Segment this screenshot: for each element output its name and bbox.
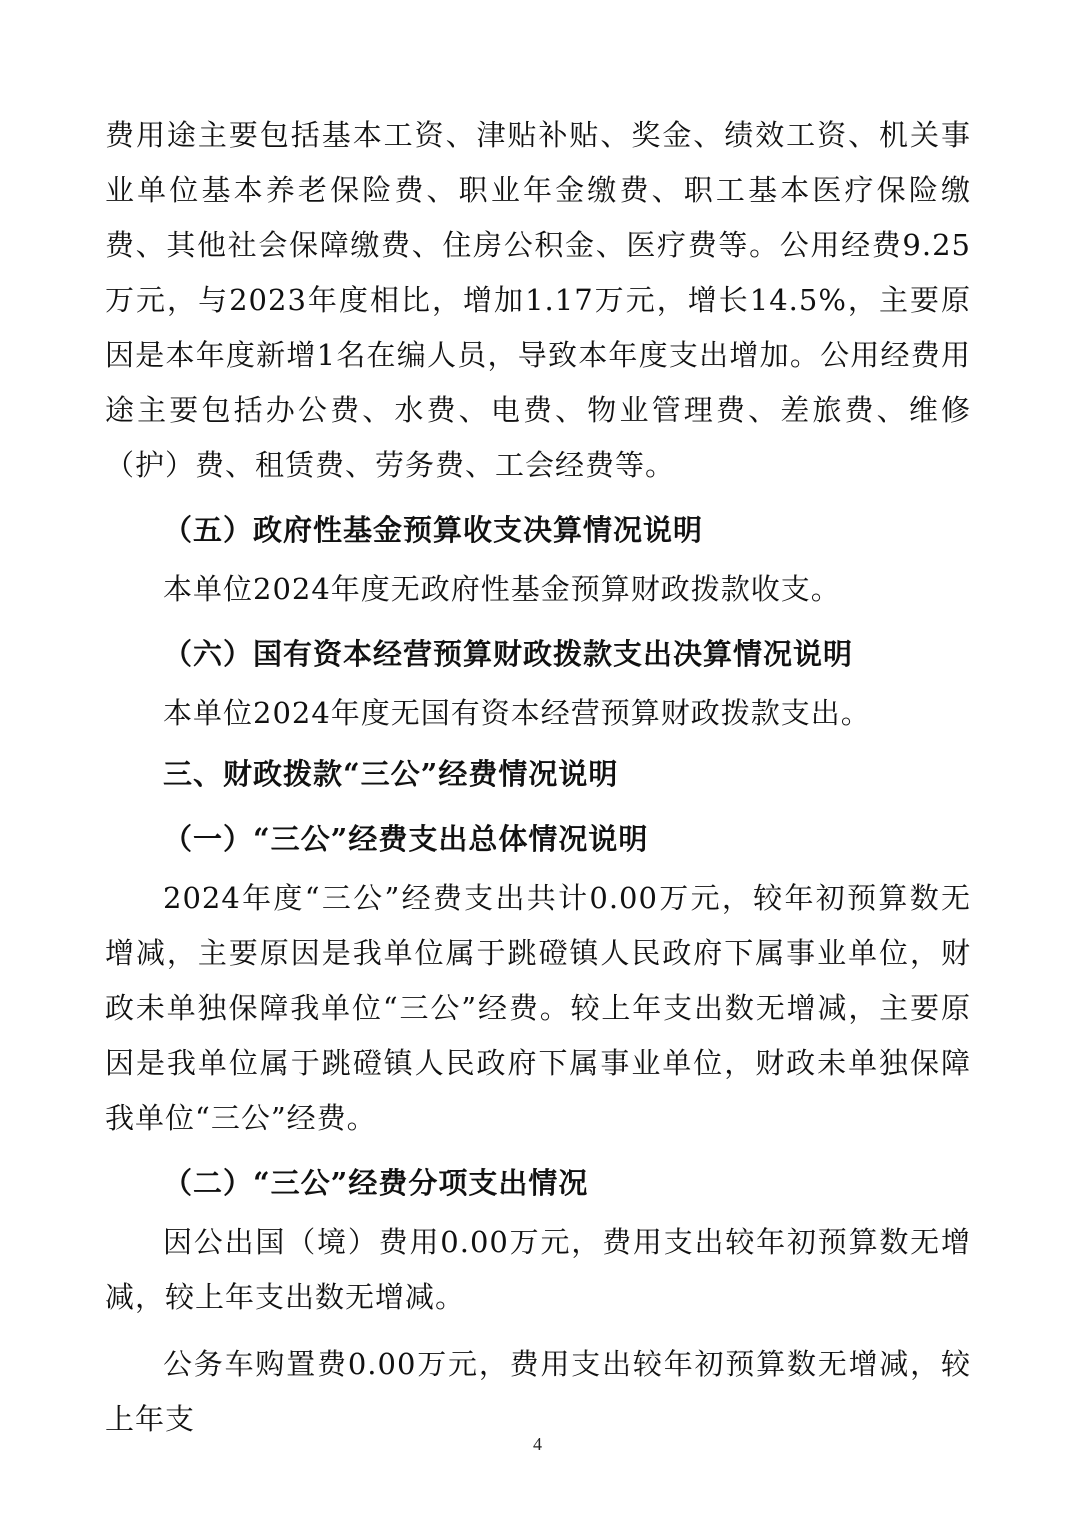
paragraph-public-expenses: 费用途主要包括基本工资、津贴补贴、奖金、绩效工资、机关事业单位基本养老保险费、职业年金缴费、职工基本医疗保险缴费、其他社会保障缴费、住房公积金、医疗费等。公用经费9.25万元，与2023年度相比，增加1.17万元，增长14.5%，主要原因是本年度新增1名在编人员，导致本年度支出增加。公用经费用途主要包括办公费、水费、电费、物业管理费、差旅费、维修（护）费、租赁费、劳务费、工会经费等。 [105, 118, 971, 482]
paragraph-overseas-expenses: 因公出国（境）费用0.00万元，费用支出较年初预算数无增减，较上年支出数无增减。 [105, 1225, 971, 1314]
heading-three-public-expenses: 三、财政拨款“三公”经费情况说明 [163, 757, 619, 791]
heading-government-fund-budget: （五）政府性基金预算收支决算情况说明 [163, 513, 704, 547]
document-body [105, 108, 971, 1447]
paragraph-government-fund-budget: 本单位2024年度无政府性基金预算财政拨款收支。 [163, 572, 841, 606]
paragraph-three-public-overall: 2024年度“三公”经费支出共计0.00万元，较年初预算数无增减，主要原因是我单位属于跳磴镇人民政府下属事业单位，财政未单独保障我单位“三公”经费。较上年支出数无增减，主要原因是我单位属于跳磴镇人民政府下属事业单位，财政未单独保障我单位“三公”经费。 [105, 881, 971, 1135]
paragraph-state-capital-budget: 本单位2024年度无国有资本经营预算财政拨款支出。 [163, 696, 871, 730]
heading-three-public-overall: （一）“三公”经费支出总体情况说明 [163, 822, 649, 856]
page-number: 4 [533, 1434, 542, 1454]
heading-three-public-itemized: （二）“三公”经费分项支出情况 [163, 1166, 589, 1200]
paragraph-vehicle-purchase: 公务车购置费0.00万元，费用支出较年初预算数无增减，较上年支 [105, 1347, 971, 1436]
heading-state-capital-budget: （六）国有资本经营预算财政拨款支出决算情况说明 [163, 637, 854, 671]
